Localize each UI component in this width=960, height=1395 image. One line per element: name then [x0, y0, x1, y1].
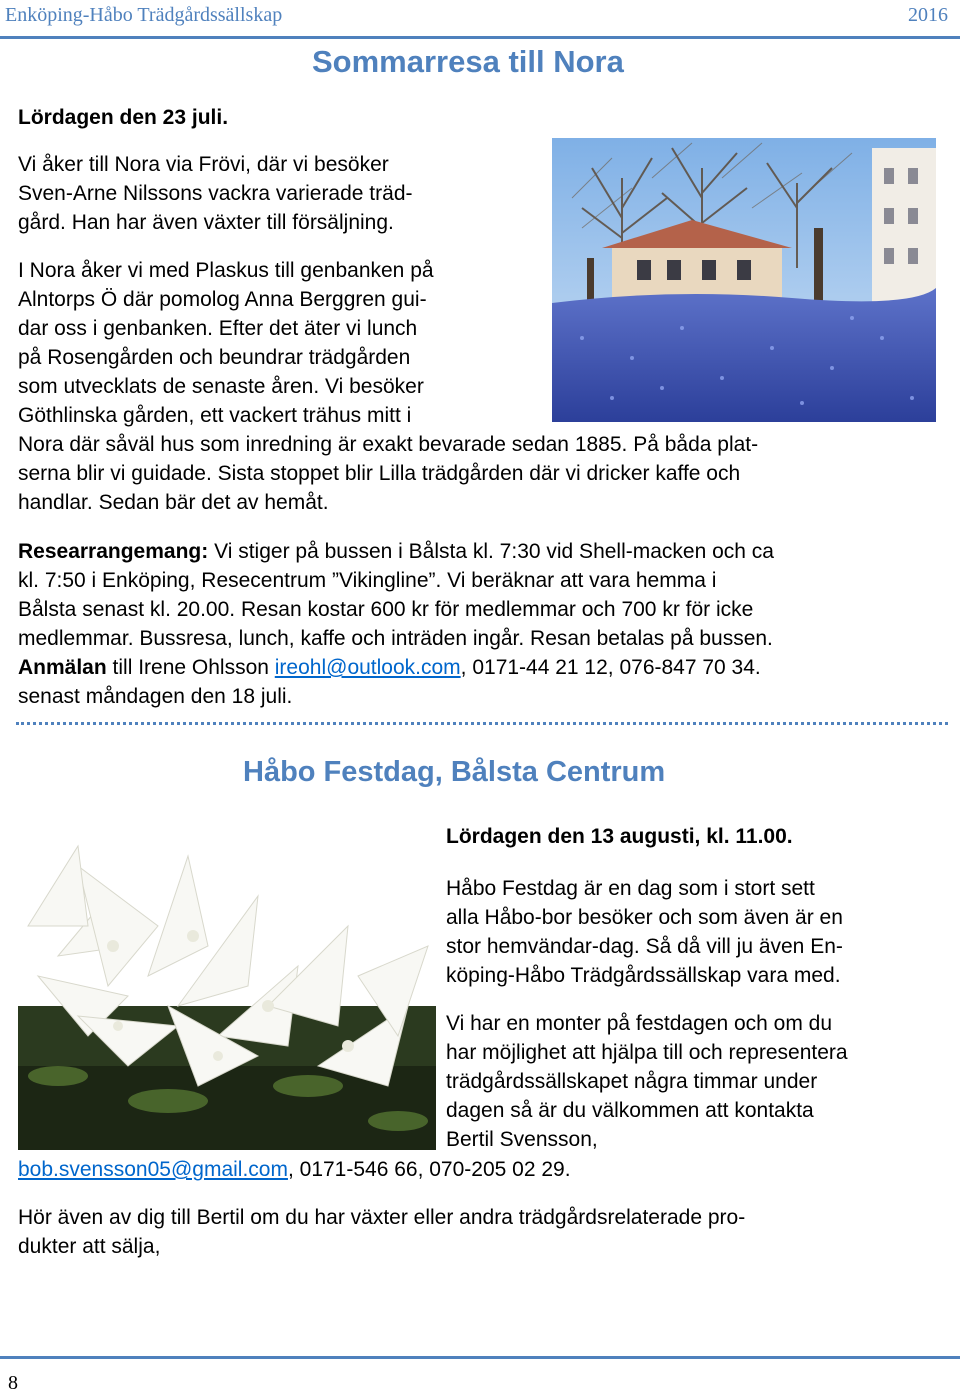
page-header	[0, 0, 960, 36]
lily-photo-image	[18, 836, 436, 1150]
text-line: trädgårdssällskapet några timmar under	[446, 1070, 818, 1093]
signup-phones: , 0171-44 21 12, 076-847 70 34.	[460, 656, 761, 679]
signup-text: till Irene Ohlsson	[106, 656, 275, 679]
text-line: medlemmar. Bussresa, lunch, kaffe och inträden ingår. Resan betalas på bussen.	[18, 627, 773, 650]
trip-date: Lördagen den 23 juli.	[18, 106, 229, 129]
signup-label: Anmälan	[18, 656, 107, 679]
text-line: Vi åker till Nora via Frövi, där vi besöker	[18, 153, 389, 176]
arrangement-label: Researrangemang:	[18, 540, 209, 563]
contact-email-link[interactable]: bob.svensson05@gmail.com	[18, 1158, 288, 1181]
page-number: 8	[8, 1372, 18, 1394]
text-line: gård. Han har även växter till försäljning.	[18, 211, 394, 234]
text-line: Bålsta senast kl. 20.00. Resan kostar 600 kr för medlemmar och 700 kr för icke	[18, 598, 754, 621]
header-rule	[0, 36, 960, 39]
text-line: serna blir vi guidade. Sista stoppet blir Lilla trädgården där vi dricker kaffe och	[18, 462, 741, 485]
festdag-contact-line	[18, 1155, 571, 1184]
text-line: alla Håbo-bor besöker och som även är en	[446, 906, 843, 929]
text-line: som utvecklats de senaste åren. Vi besöker	[18, 375, 424, 398]
text-line	[18, 653, 774, 682]
text-line: köping-Håbo Trädgårdssällskap vara med.	[446, 964, 841, 987]
contact-phones: , 0171-546 66, 070-205 02 29.	[287, 1158, 571, 1181]
section-divider	[16, 722, 948, 725]
trip-title: Sommarresa till Nora	[312, 44, 624, 79]
text-line: på Rosengården och beundrar trädgården	[18, 346, 411, 369]
signup-deadline: senast måndagen den 18 juli.	[18, 685, 293, 708]
lily-photo	[18, 836, 436, 1150]
text-line: handlar. Sedan bär det av hemåt.	[18, 491, 329, 514]
footer-rule	[0, 1356, 960, 1359]
text-line: dagen så är du välkommen att kontakta	[446, 1099, 814, 1122]
text-line: Nora där såväl hus som inredning är exakt bevarade sedan 1885. På båda plat-	[18, 433, 759, 456]
text-line: dukter att sälja,	[18, 1235, 161, 1258]
signup-email-link[interactable]: ireohl@outlook.com	[274, 656, 461, 679]
festdag-date: Lördagen den 13 augusti, kl. 11.00.	[446, 825, 793, 848]
text-line: Hör även av dig till Bertil om du har växter eller andra trädgårdsrelaterade pro-	[18, 1206, 746, 1229]
festdag-title: Håbo Festdag, Bålsta Centrum	[243, 756, 666, 788]
text-line	[18, 537, 774, 566]
text-line-rest: Vi stiger på bussen i Bålsta kl. 7:30 vid Shell-macken och ca	[208, 540, 774, 563]
festdag-paragraph-2	[446, 1009, 848, 1154]
header-year: 2016	[908, 4, 948, 26]
text-line: dar oss i genbanken. Efter det äter vi lunch	[18, 317, 418, 340]
text-line: Sven-Arne Nilssons vackra varierade träd-	[18, 182, 413, 205]
garden-photo	[552, 138, 936, 422]
text-line: stor hemvändar-dag. Så då vill ju även En-	[446, 935, 843, 958]
text-line: Håbo Festdag är en dag som i stort sett	[446, 877, 815, 900]
text-line: I Nora åker vi med Plaskus till genbanken på	[18, 259, 434, 282]
text-line: Göthlinska gården, ett vackert trähus mitt i	[18, 404, 412, 427]
text-line: kl. 7:50 i Enköping, Resecentrum ”Vikingline”. Vi beräknar att vara hemma i	[18, 569, 717, 592]
text-line: har möjlighet att hjälpa till och representera	[446, 1041, 848, 1064]
text-line: Bertil Svensson,	[446, 1128, 598, 1151]
trip-paragraph-1	[18, 150, 413, 237]
garden-photo-image	[552, 138, 936, 422]
arrangement-paragraph	[18, 537, 774, 711]
header-title: Enköping-Håbo Trädgårdssällskap	[5, 4, 283, 26]
festdag-paragraph-1	[446, 874, 843, 990]
text-line: Alntorps Ö där pomolog Anna Berggren gui-	[18, 288, 427, 311]
festdag-paragraph-3	[18, 1203, 745, 1261]
text-line: Vi har en monter på festdagen och om du	[446, 1012, 833, 1035]
